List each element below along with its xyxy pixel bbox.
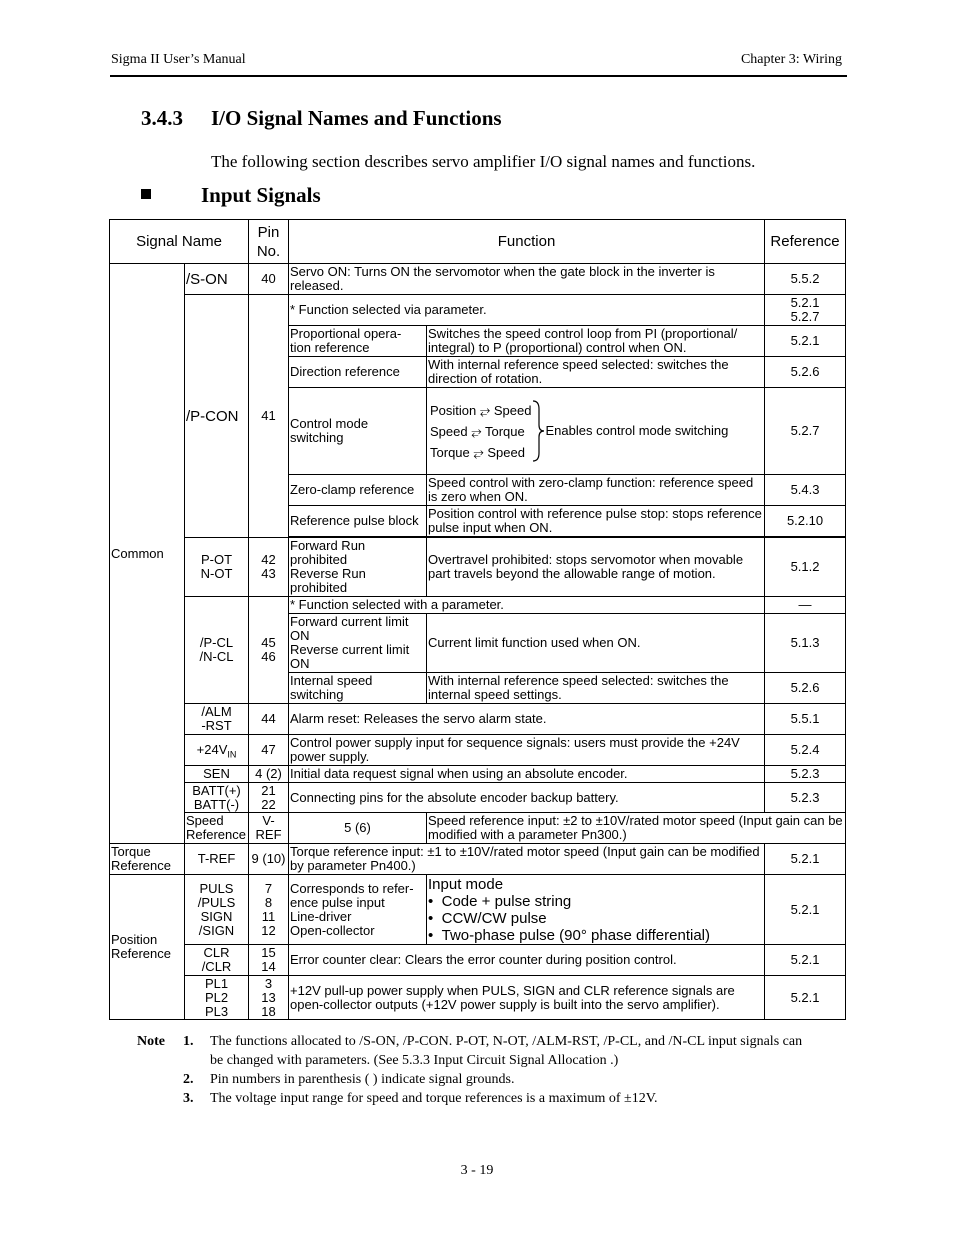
note-item — [137, 1070, 810, 1089]
function-label: Zero-clamp reference — [289, 475, 427, 506]
pin-no: 42 43 — [249, 538, 289, 597]
reference: 5.2.6 — [765, 673, 846, 704]
reference: 5.2.1 — [765, 844, 846, 875]
reference: 5.4.3 — [765, 475, 846, 506]
header-rule — [110, 75, 847, 77]
pin-no: 44 — [249, 704, 289, 735]
pin-no: 4 (2) — [249, 766, 289, 783]
function-label: Direction reference — [289, 357, 427, 388]
header-chapter: Chapter 3: Wiring — [740, 52, 842, 67]
control-mode-item: Speed ⥂ Torque — [430, 423, 525, 439]
input-mode-item: • Two-phase pulse (90° phase differential) — [428, 926, 710, 944]
note-number: 3. — [183, 1091, 194, 1106]
table-row — [110, 783, 846, 813]
reference: 5.2.10 — [765, 506, 846, 537]
section-title — [141, 106, 502, 131]
pin-no: 40 — [249, 264, 289, 295]
function-text: Switches the speed control loop from PI (proportional/ integral) to P (proportional) control when ON. — [427, 326, 765, 357]
function-text: Position control with reference pulse stop: stops reference pulse input when ON. — [427, 506, 765, 537]
reference: 5.2.1 — [765, 945, 846, 976]
pin-no: 47 — [249, 735, 289, 766]
header-signal-name: Signal Name — [110, 220, 249, 264]
notes — [137, 1032, 810, 1108]
pin-no: 3 13 18 — [249, 976, 289, 1020]
function-label: Reference pulse block — [289, 506, 427, 537]
section-intro: The following section describes servo amplifier I/O signal names and functions. — [211, 152, 756, 171]
reference: 5.2.1 — [765, 875, 846, 945]
input-mode-item: • Code + pulse string — [428, 892, 572, 910]
group-position: Position Reference — [110, 875, 185, 1020]
signal-name: P-OT N-OT — [185, 538, 249, 597]
table-row — [110, 976, 846, 1020]
reference: 5.2.1 — [765, 326, 846, 357]
header-reference: Reference — [765, 220, 846, 264]
function-text: +12V pull-up power supply when PULS, SIGN and CLR reference signals are open-collector outputs (+12V power supply is built into the servo amplifier). — [289, 976, 765, 1020]
reference: 5.2.3 — [765, 766, 846, 783]
signal-name: /P-CL /N-CL — [185, 597, 249, 704]
signal-name: /P-CON — [185, 295, 249, 538]
pin-no: 41 — [249, 295, 289, 538]
reference: 5.1.2 — [765, 538, 846, 597]
function-text: Initial data request signal when using an absolute encoder. — [289, 766, 765, 783]
signal-name-sub: IN — [227, 749, 237, 760]
control-mode-item: Position ⥂ Speed — [430, 402, 532, 418]
header-pin-no: Pin No. — [249, 220, 289, 264]
pin-no: 5 (6) — [289, 813, 427, 844]
table-row — [110, 813, 846, 844]
control-mode-desc: Enables control mode switching — [545, 423, 729, 438]
function-text: Error counter clear: Clears the error counter during position control. — [289, 945, 765, 976]
function-text: Connecting pins for the absolute encoder backup battery. — [289, 783, 765, 813]
table-header-row — [110, 220, 846, 264]
function-text: * Function selected via parameter. — [289, 295, 765, 326]
pin-no: 15 14 — [249, 945, 289, 976]
signal-name: CLR /CLR — [185, 945, 249, 976]
table-row — [110, 538, 846, 597]
function-text: Control power supply input for sequence signals: users must provide the +24V power supply. — [289, 735, 765, 766]
reference: 5.5.2 — [765, 264, 846, 295]
function-text: Torque reference input: ±1 to ±10V/rated motor speed (Input gain can be modified by parameter Pn400.) — [289, 844, 765, 875]
note-item — [137, 1032, 810, 1070]
function-text: With internal reference speed selected: switches the direction of rotation. — [427, 357, 765, 388]
function-text: * Function selected with a parameter. — [289, 597, 765, 614]
input-mode-text: Code + pulse string — [441, 892, 572, 910]
table-row — [110, 597, 846, 614]
note-text: The voltage input range for speed and torque references is a maximum of ±12V. — [210, 1091, 658, 1106]
input-mode-text: CCW/CW pulse — [441, 909, 547, 927]
header-function: Function — [289, 220, 765, 264]
input-mode-cell — [427, 875, 765, 945]
function-label: Control mode switching — [289, 388, 427, 475]
function-text: Current limit function used when ON. — [427, 614, 765, 673]
square-bullet-icon — [141, 189, 151, 199]
note-text: Pin numbers in parenthesis ( ) indicate signal grounds. — [210, 1072, 515, 1087]
reference: 5.2.3 — [765, 783, 846, 813]
signal-name: /ALM -RST — [185, 704, 249, 735]
right-brace-icon — [531, 399, 545, 463]
function-label: Forward current limit ON Reverse current limit ON — [289, 614, 427, 673]
function-label: Proportional opera- tion reference — [289, 326, 427, 357]
function-label: Corresponds to refer- ence pulse input Line-driver Open-collector — [289, 875, 427, 945]
reference: 5.2.4 — [765, 735, 846, 766]
table-row — [110, 945, 846, 976]
function-text: Speed control with zero-clamp function: reference speed is zero when ON. — [427, 475, 765, 506]
subsection-title — [141, 183, 321, 208]
signal-name-main: +24V — [196, 742, 228, 757]
reference: 5.2.7 — [765, 388, 846, 475]
header-manual-title: Sigma II User’s Manual — [111, 52, 246, 67]
signal-name: PL1 PL2 PL3 — [185, 976, 249, 1020]
reference: 5.1.3 — [765, 614, 846, 673]
control-mode-cell — [427, 388, 765, 475]
function-label: Forward Run prohibited Reverse Run prohibited — [289, 538, 427, 597]
table-row — [110, 735, 846, 766]
table-row — [110, 766, 846, 783]
table-row — [110, 875, 846, 945]
signal-name: V-REF — [249, 813, 289, 844]
note-number: 1. — [183, 1034, 194, 1049]
note-text: The functions allocated to /S-ON, /P-CON. P-OT, N-OT, /ALM-RST, /P-CL, and /N-CL input signals can be changed with parameters. (See 5.3.3 Input Circuit Signal Allocation .) — [210, 1034, 803, 1068]
input-signals-table — [109, 219, 846, 1020]
group-speed: Speed Reference — [185, 813, 249, 844]
pin-no: 9 (10) — [249, 844, 289, 875]
pin-no: 45 46 — [249, 597, 289, 704]
reference: 5.2.1 — [765, 976, 846, 1020]
function-label: Internal speed switching — [289, 673, 427, 704]
table-row — [110, 704, 846, 735]
signal-name: PULS /PULS SIGN /SIGN — [185, 875, 249, 945]
input-mode-title: Input mode — [428, 875, 504, 893]
table-row — [110, 264, 846, 295]
control-mode-list — [428, 400, 531, 463]
reference: 5.5.1 — [765, 704, 846, 735]
signal-name: SEN — [185, 766, 249, 783]
function-text: Servo ON: Turns ON the servomotor when the gate block in the inverter is released. — [289, 264, 765, 295]
note-label: Note — [137, 1034, 165, 1049]
input-mode-item: • CCW/CW pulse — [428, 909, 547, 927]
input-mode-text: Two-phase pulse (90° phase differential) — [441, 926, 710, 944]
subsection-title-text: Input Signals — [201, 183, 321, 207]
signal-name: T-REF — [185, 844, 249, 875]
reference: — — [765, 597, 846, 614]
signal-name: BATT(+) BATT(-) — [185, 783, 249, 813]
function-text: Speed reference input: ±2 to ±10V/rated motor speed (Input gain can be modified with a parameter Pn300.) — [427, 813, 846, 844]
note-label-spacer — [137, 1070, 183, 1089]
section-title-text: I/O Signal Names and Functions — [211, 106, 502, 130]
signal-name: /S-ON — [185, 264, 249, 295]
reference: 5.2.1 5.2.7 — [765, 295, 846, 326]
table-row — [110, 295, 846, 326]
note-label-spacer — [137, 1089, 183, 1108]
note-number: 2. — [183, 1072, 194, 1087]
pin-no: 7 8 11 12 — [249, 875, 289, 945]
group-torque: Torque Reference — [110, 844, 185, 875]
signal-name — [185, 735, 249, 766]
page-number: 3 - 19 — [460, 1163, 494, 1178]
function-text: Alarm reset: Releases the servo alarm state. — [289, 704, 765, 735]
function-text: Overtravel prohibited: stops servomotor when movable part travels beyond the allowable range of motion. — [427, 538, 765, 597]
function-text: With internal reference speed selected: switches the internal speed settings. — [427, 673, 765, 704]
control-mode-item: Torque ⥂ Speed — [430, 444, 525, 460]
note-item — [137, 1089, 810, 1108]
section-number: 3.4.3 — [141, 106, 183, 130]
pin-no: 21 22 — [249, 783, 289, 813]
group-common: Common — [110, 264, 185, 844]
table-row — [110, 844, 846, 875]
reference: 5.2.6 — [765, 357, 846, 388]
